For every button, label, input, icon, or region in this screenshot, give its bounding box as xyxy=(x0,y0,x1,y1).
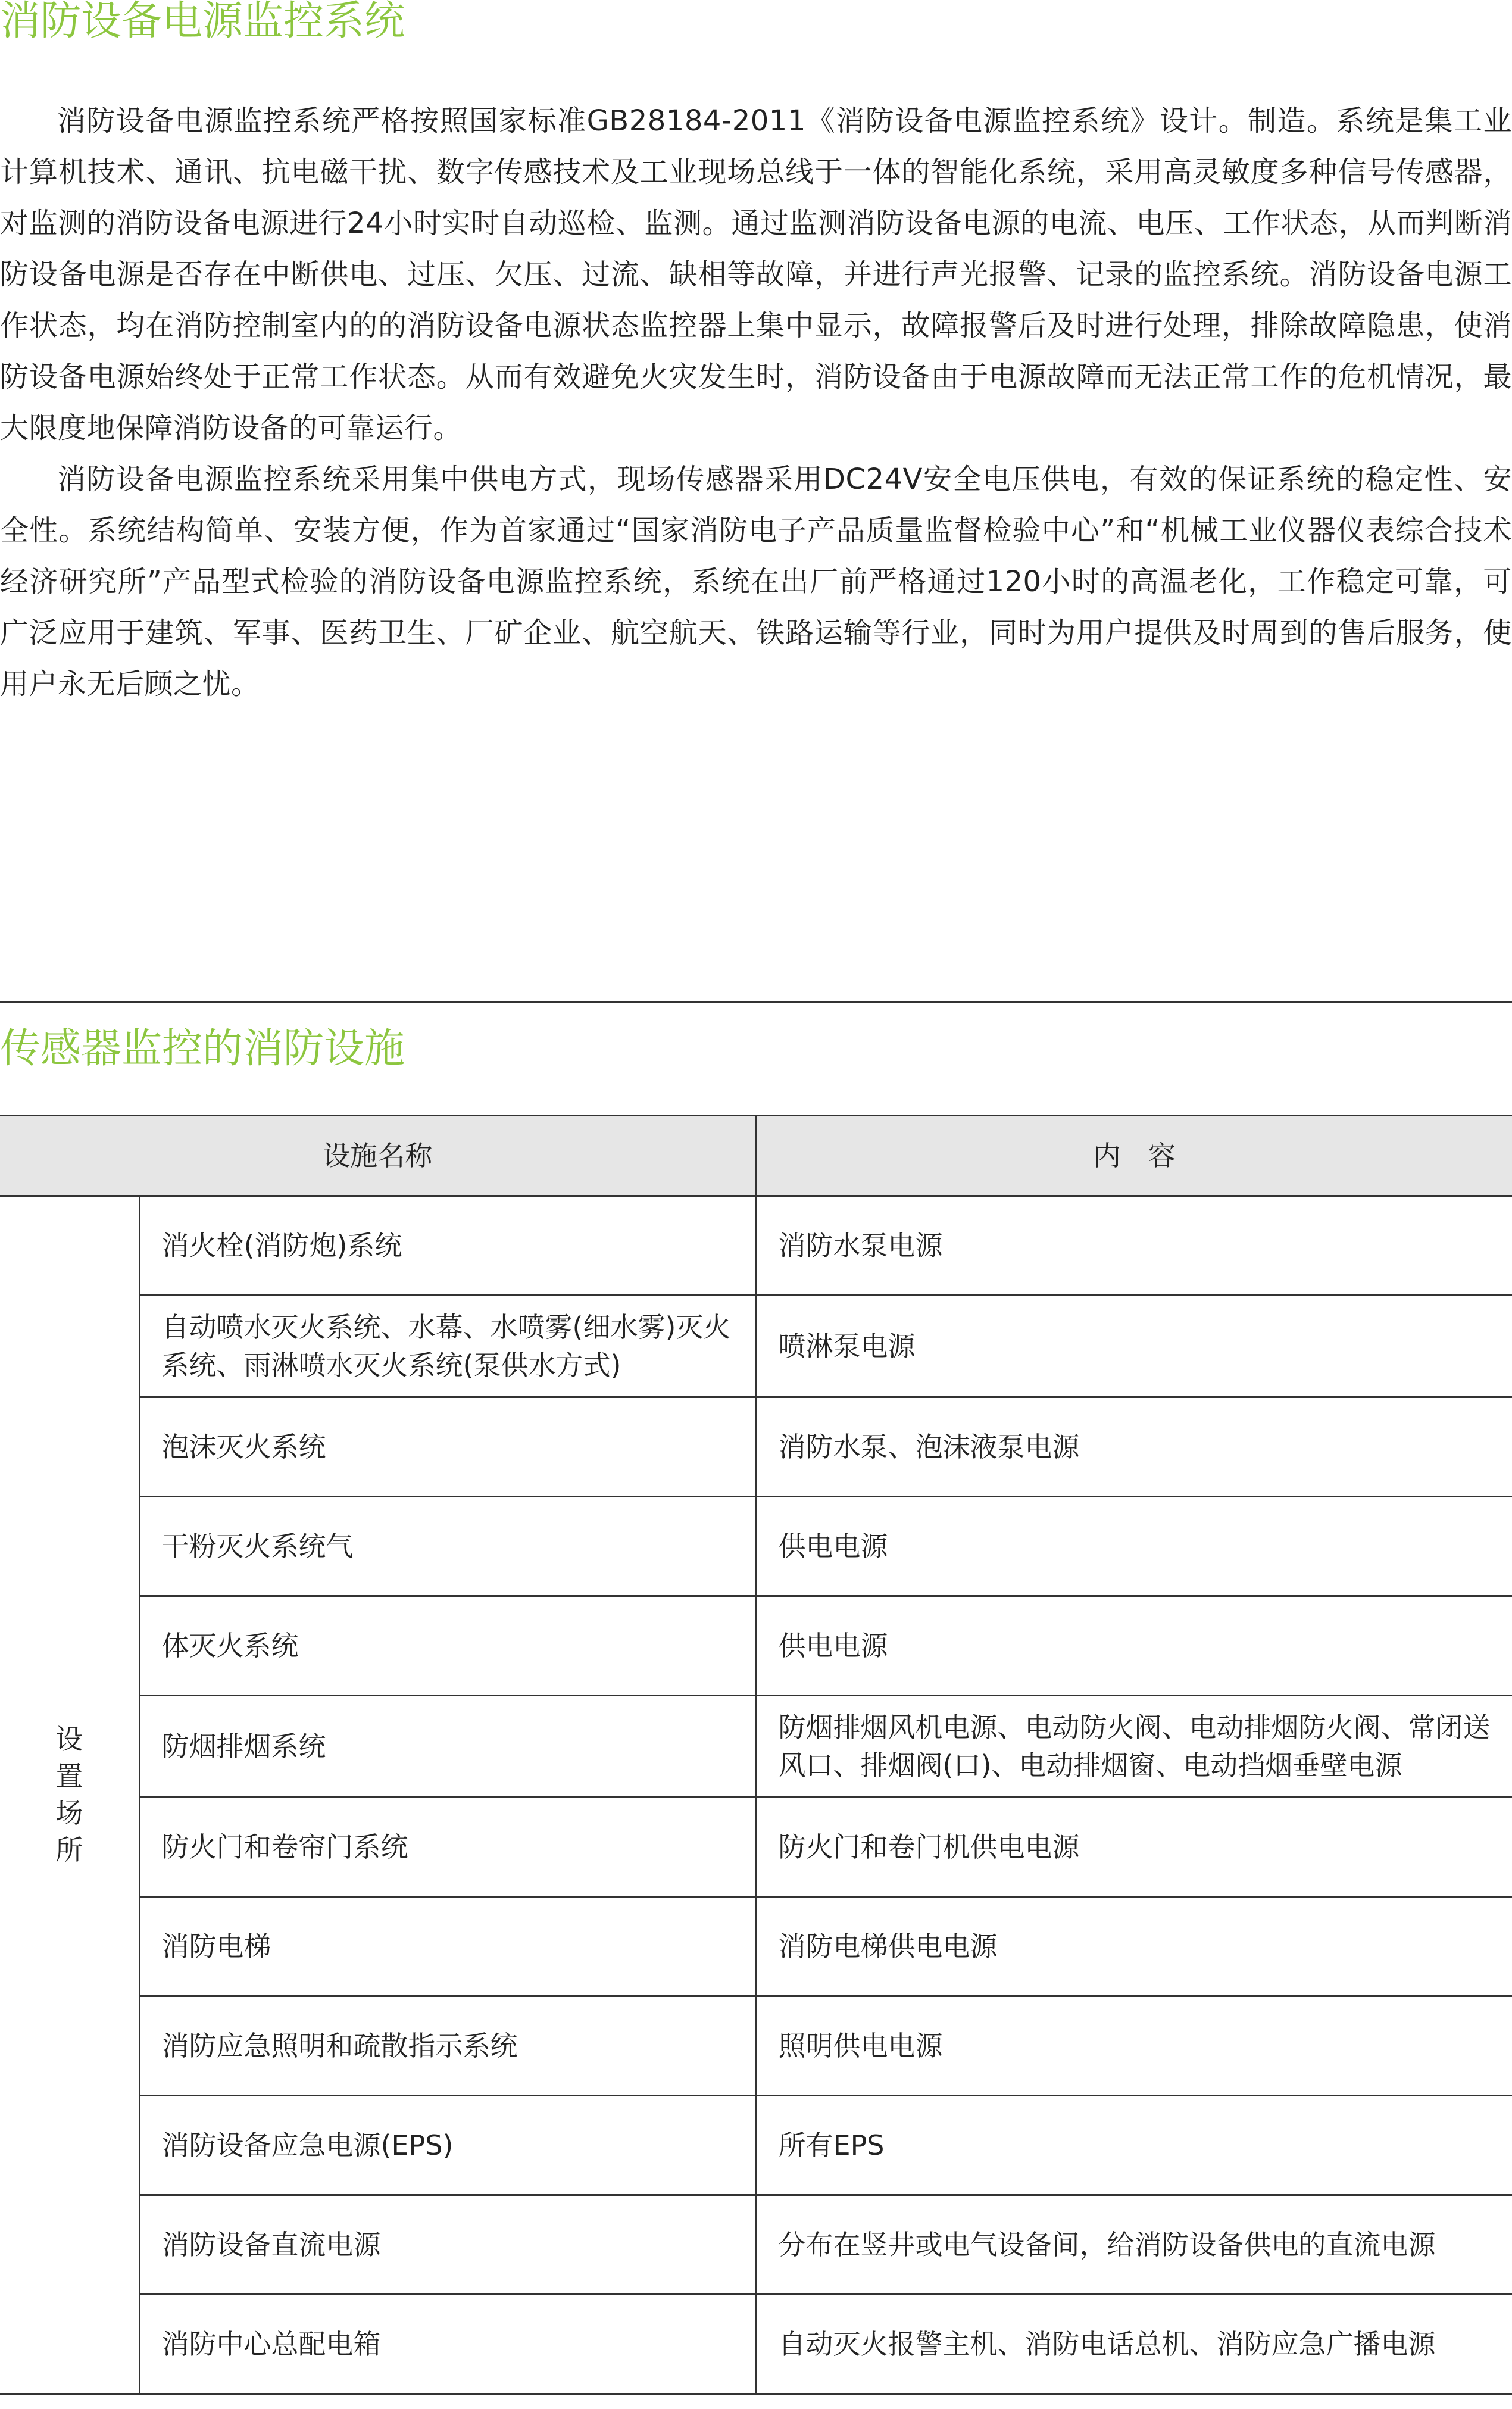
facility-name-cell: 消防电梯 xyxy=(139,1897,756,1996)
table-row xyxy=(0,2295,1512,2394)
facility-name-cell: 防火门和卷帘门系统 xyxy=(139,1798,756,1897)
facility-content-cell: 消防水泵电源 xyxy=(756,1196,1512,1296)
table-row xyxy=(0,1798,1512,1897)
facility-content-cell: 消防电梯供电电源 xyxy=(756,1897,1512,1996)
table-row xyxy=(0,1497,1512,1596)
facility-content-cell: 分布在竖井或电气设备间，给消防设备供电的直流电源 xyxy=(756,2195,1512,2295)
facility-name-cell: 体灭火系统 xyxy=(139,1596,756,1696)
facility-content-cell: 喷淋泵电源 xyxy=(756,1296,1512,1397)
facility-content-cell: 防火门和卷门机供电电源 xyxy=(756,1798,1512,1897)
intro-text xyxy=(0,95,1512,710)
section-title-power-monitoring: 消防设备电源监控系统 xyxy=(0,0,405,45)
table-header-row xyxy=(0,1116,1512,1196)
intro-paragraph: 消防设备电源监控系统严格按照国家标准GB28184-2011《消防设备电源监控系统》设计。制造。系统是集工业计算机技术、通讯、抗电磁干扰、数字传感技术及工业现场总线于一体的智能化系统，采用高灵敏度多种信号传感器，对监测的消防设备电源进行24小时实时自动巡检、监测。通过监测消防设备电源的电流、电压、工作状态，从而判断消防设备电源是否存在中断供电、过压、欠压、过流、缺相等故障，并进行声光报警、记录的监控系统。消防设备电源工作状态，均在消防控制室内的的消防设备电源状态监控器上集中显示，故障报警后及时进行处理，排除故障隐患，使消防设备电源始终处于正常工作状态。从而有效避免火灾发生时，消防设备由于电源故障而无法正常工作的危机情况，最大限度地保障消防设备的可靠运行。 xyxy=(0,104,1512,445)
facility-content-cell: 供电电源 xyxy=(756,1497,1512,1596)
group-label: 设置场所 xyxy=(55,1723,83,1866)
table-row xyxy=(0,2195,1512,2295)
table-row xyxy=(0,1196,1512,1296)
facility-content-cell: 所有EPS xyxy=(756,2096,1512,2195)
intro-paragraph: 消防设备电源监控系统采用集中供电方式，现场传感器采用DC24V安全电压供电，有效的保证系统的稳定性、安全性。系统结构简单、安装方便，作为首家通过“国家消防电子产品质量监督检验中心”和“机械工业仪器仪表综合技术经济研究所”产品型式检验的消防设备电源监控系统，系统在出厂前严格通过120小时的高温老化，工作稳定可靠，可广泛应用于建筑、军事、医药卫生、厂矿企业、航空航天、铁路运输等行业，同时为用户提供及时周到的售后服务，使用户永无后顾之忧。 xyxy=(0,463,1512,701)
table-row xyxy=(0,1696,1512,1798)
group-label-cell xyxy=(0,1196,139,2394)
facility-name-cell: 消防应急照明和疏散指示系统 xyxy=(139,1996,756,2096)
facility-content-cell: 自动灭火报警主机、消防电话总机、消防应急广播电源 xyxy=(756,2295,1512,2394)
facility-content-cell: 供电电源 xyxy=(756,1596,1512,1696)
column-header-facility: 设施名称 xyxy=(0,1116,756,1196)
table-row xyxy=(0,2096,1512,2195)
facility-name-cell: 泡沫灭火系统 xyxy=(139,1397,756,1497)
table-row xyxy=(0,1897,1512,1996)
table-row xyxy=(0,1996,1512,2096)
facility-name-cell: 消火栓(消防炮)系统 xyxy=(139,1196,756,1296)
facility-content-cell: 消防水泵、泡沫液泵电源 xyxy=(756,1397,1512,1497)
facility-name-cell: 消防中心总配电箱 xyxy=(139,2295,756,2394)
facility-name-cell: 自动喷水灭火系统、水幕、水喷雾(细水雾)灭火系统、雨淋喷水灭火系统(泵供水方式) xyxy=(139,1296,756,1397)
facility-name-cell: 消防设备直流电源 xyxy=(139,2195,756,2295)
section-divider xyxy=(0,1001,1512,1003)
facility-name-cell: 防烟排烟系统 xyxy=(139,1696,756,1798)
section-title-monitored-facilities: 传感器监控的消防设施 xyxy=(0,1025,405,1072)
facility-name-cell: 干粉灭火系统气 xyxy=(139,1497,756,1596)
facility-content-cell: 防烟排烟风机电源、电动防火阀、电动排烟防火阀、常闭送风口、排烟阀(口)、电动排烟窗、电动挡烟垂壁电源 xyxy=(756,1696,1512,1798)
column-header-content: 内 容 xyxy=(756,1116,1512,1196)
facility-name-cell: 消防设备应急电源(EPS) xyxy=(139,2096,756,2195)
facility-content-cell: 照明供电电源 xyxy=(756,1996,1512,2096)
table-row xyxy=(0,1596,1512,1696)
table-row xyxy=(0,1296,1512,1397)
table-row xyxy=(0,1397,1512,1497)
facility-table xyxy=(0,1115,1512,2395)
